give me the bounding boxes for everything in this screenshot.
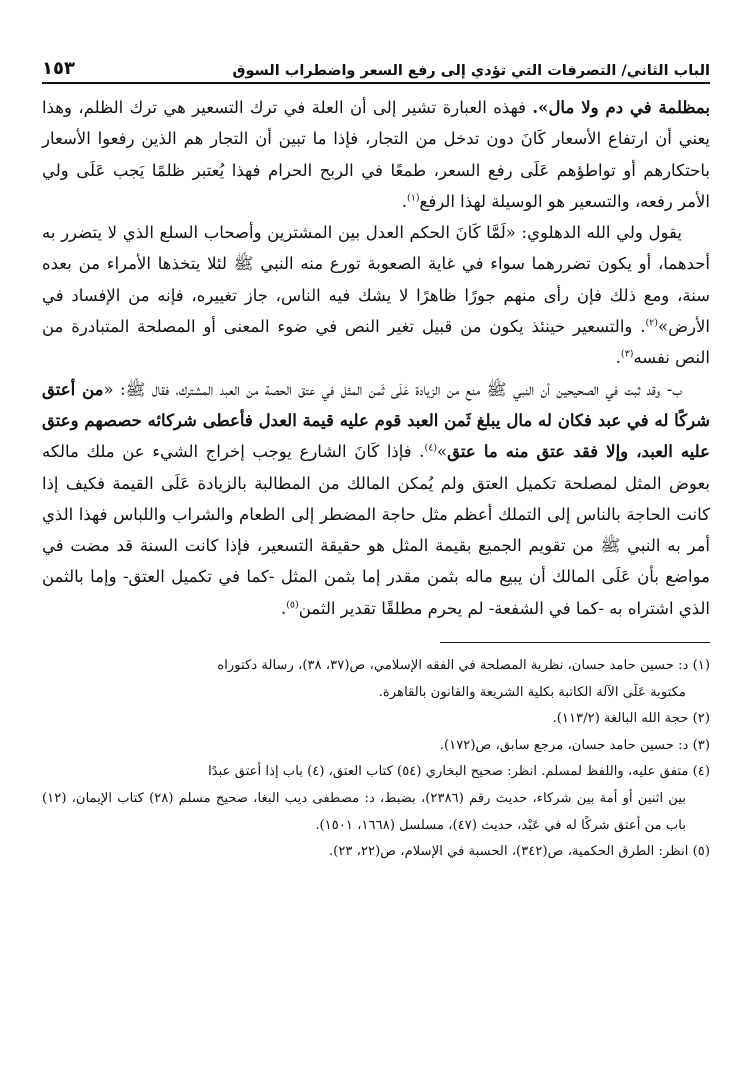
hadith-quote-bold: من أعتق شركًا له في عبد فكان له مال يبلغ ثَمن العبد قوم عليه قيمة العدل فأعطى شركائه حصصهم وعتق عليه العبد، وإلا فقد عتق منه ما عتق [42,379,710,462]
footnote-divider [440,642,710,643]
footnote-1-cont: مكتوبة عَلَى الآلة الكاتبة بكلية الشريعة والقانون بالقاهرة. [378,684,686,700]
footnote-ref-1[interactable]: (١) [407,192,420,204]
footnote-ref-2[interactable]: (٢) [645,317,658,329]
footnote-ref-3[interactable]: (٣) [620,348,634,360]
page-number: ١٥٣ [42,58,75,79]
paragraph-1 [42,92,710,217]
running-header [42,52,710,84]
quote-ending-bold: بمظلمة في دم ولا مال». [532,98,710,117]
footnote-4-cont: بين اثنين أو أمة بين شركاء، حديث رقم (٢٣٨٦)، بضبط، د: مصطفى ديب البغا، صحيح مسلم (٢٨) كتاب الإيمان، (١٢) باب من أعتق شركًا له في عَبْد، حديث (٤٧)، مسلسل (١٦٦٨، ١٥٠١). [42,791,686,833]
paragraph-2-text-cont: . والتسعير حينئذ يكون من قبيل تغير النص في ضوء المعنى أو المصلحة المتبادرة من النص نفسه [42,317,710,368]
footnote-3 [42,733,710,760]
footnote-ref-4[interactable]: (٤) [424,442,438,454]
footnote-5 [42,839,710,866]
footnote-3-text: (٣) د: حسين حامد حسان، مرجع سابق، ص(١٧٢). [439,737,710,753]
body-text [42,92,710,624]
book-page [42,52,710,866]
paragraph-1-end: . [401,191,407,211]
hadith-quote-close: » [437,442,448,462]
paragraph-3-text-cont: . فإذا كَانَ الشارع يوجب إخراج الشيء عن ملك مالكه بعوض المثل لمصلحة تكميل العتق ولم يُمكن المالك من المطالبة بالزيادة عَلَى القيمة فكيف إذا كانت الحاجة بالناس إلى التملك أعظم مثل حاجة المضطر إلى الطعام والشراب واللباس فهذا الذي أمر به النبي ﷺ من تقويم الجميع بقيمة المثل هو حقيقة التسعير، فإذا كانت السنة قد مضت في مواضع بأن عَلَى المالك أن يبيع ماله بثمن مقدر إما بثمن المثل -كما في تكميل العتق- وإما بالثمن الذي اشتراه به -كما في الشفعة- لم يحرم مطلقًا تقدير الثمن [42,442,710,618]
footnote-ref-5[interactable]: (٥) [286,599,299,611]
footnote-2 [42,706,710,733]
paragraph-3 [42,374,710,624]
paragraph-2 [42,217,710,373]
footnote-1 [42,653,710,706]
paragraph-2-text: يقول ولي الله الدهلوي: «لَمَّا كَانَ الحكم العدل بين المشترين وأصحاب السلع الذي لا يتضرر به أحدهما، أو يكون تضررهما سواء في غاية الصعوبة تورع منه النبي ﷺ لئلا يتخذها الأمراء من بعده سنة، ومع ذلك فإن رأى منهم جورًا ظاهرًا لا يشك فيه الناس، جاز تغييره، فإنه من الإفساد في الأرض» [42,223,710,337]
paragraph-3-end: . [280,598,287,618]
footnotes [42,653,710,866]
paragraph-1-text: فهذه العبارة تشير إلى أن العلة في ترك التسعير هي ترك الظلم، وهذا يعني أن ارتفاع الأسعار كَانَ دون تدخل من التجار، فإذا ما تبين أن التجار هم الذين رفعوا الأسعار باحتكارهم أو تواطؤهم عَلَى رفع السعر، طمعًا في الربح الحرام فهذا يُعتبر ظلمًا يَجب عَلَى ولي الأمر رفعه، والتسعير هو الوسيلة لهذا الرفع [42,98,710,211]
footnote-4 [42,759,710,839]
footnote-5-text: (٥) انظر: الطرق الحكمية، ص(٣٤٢)، الحسبة في الإسلام، ص(٢٢، ٢٣). [328,844,710,860]
footnote-2-text: (٢) حجة الله البالغة (١١٣/٢). [552,711,710,727]
footnote-1-text: (١) د: حسين حامد حسان، نظرية المصلحة في الفقه الإسلامي، ص(٣٧، ٣٨)، رسالة دكتوراه [217,658,710,674]
paragraph-3-text: ب- وقد ثبت في الصحيحين أن النبي ﷺ منع من الزيادة عَلَى ثَمن المثل في عتق الحصة من العبد المشترك، فقال ﷺ: « [103,379,683,399]
footnote-4-text: (٤) متفق عليه، واللفظ لمسلم. انظر: صحيح البخاري (٥٤) كتاب العتق، (٤) باب إذا أعتق عبدًا [208,764,710,780]
paragraph-2-end: . [615,348,621,368]
chapter-title: الباب الثاني/ التصرفات التي تؤدي إلى رفع السعر واضطراب السوق [232,63,710,79]
